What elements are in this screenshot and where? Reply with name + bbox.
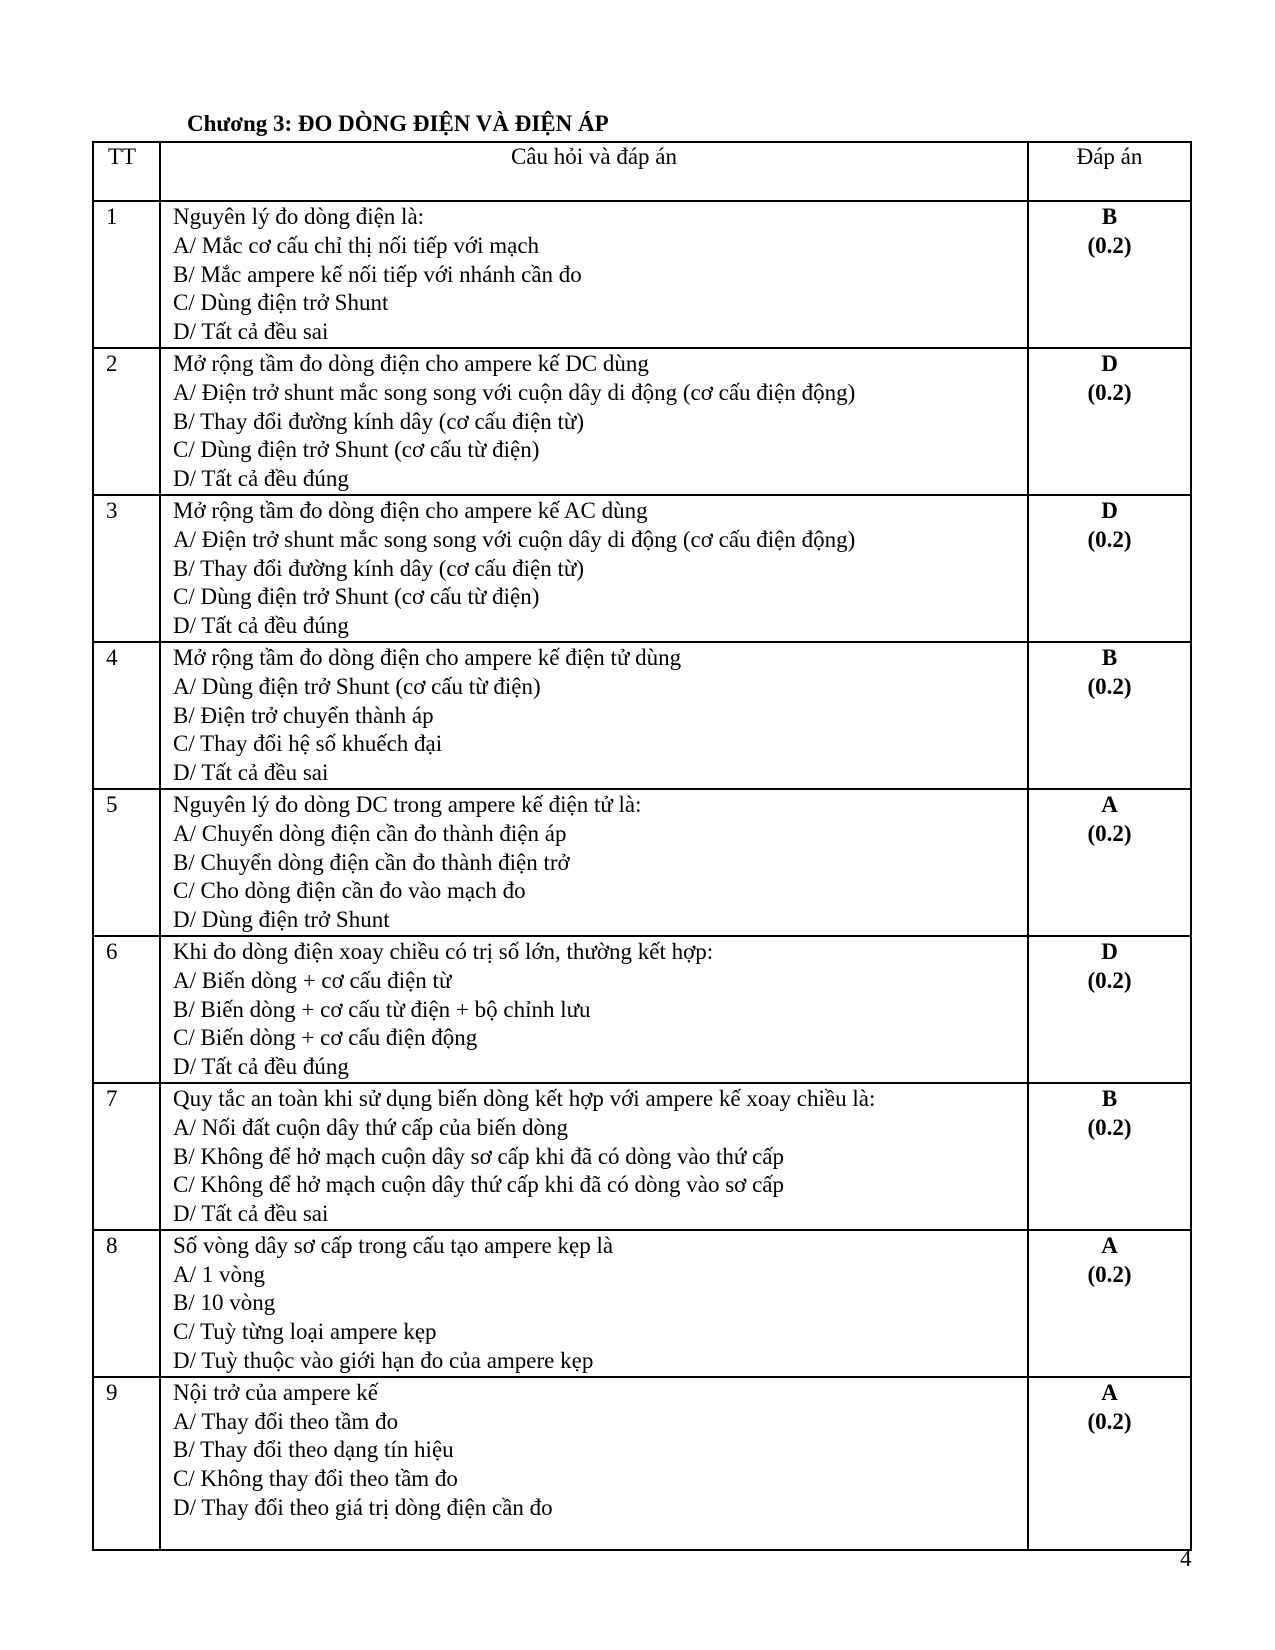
option-text: B/ 10 vòng	[173, 1290, 276, 1316]
question-number: 7	[93, 1083, 160, 1230]
answer-letter: D	[1101, 350, 1118, 376]
question-text: Nguyên lý đo dòng DC trong ampere kế điện tử là:	[173, 791, 642, 817]
answer-letter: A	[1101, 1379, 1118, 1405]
table-body	[93, 201, 1191, 1550]
question-text: Mở rộng tầm đo dòng điện cho ampere kế AC dùng	[173, 497, 648, 523]
option-text: C/ Cho dòng điện cần đo vào mạch đo	[173, 878, 526, 904]
option-text: C/ Dùng điện trở Shunt (cơ cấu từ điện)	[173, 584, 540, 610]
question-number: 8	[93, 1230, 160, 1377]
question-number: 1	[93, 201, 160, 348]
header-tt: TT	[93, 142, 160, 201]
table-row	[93, 936, 1191, 1083]
answer-cell	[1028, 1230, 1191, 1377]
option-text: B/ Mắc ampere kế nối tiếp với nhánh cần đo	[173, 261, 582, 287]
option-text: D/ Thay đổi theo giá trị dòng điện cần đo	[173, 1495, 553, 1521]
question-number: 9	[93, 1377, 160, 1550]
table-row	[93, 1083, 1191, 1230]
option-text: A/ Thay đổi theo tầm đo	[173, 1408, 399, 1434]
option-text: D/ Tất cả đều sai	[173, 319, 329, 345]
answer-letter: A	[1101, 791, 1118, 817]
option-text: C/ Tuỳ từng loại ampere kẹp	[173, 1319, 437, 1345]
question-cell	[160, 1083, 1028, 1230]
option-text: C/ Không thay đổi theo tầm đo	[173, 1466, 458, 1492]
answer-points: (0.2)	[1087, 1261, 1132, 1287]
question-cell	[160, 201, 1028, 348]
answer-letter: B	[1101, 644, 1118, 670]
answer-points: (0.2)	[1087, 379, 1132, 405]
question-number: 2	[93, 348, 160, 495]
option-text: B/ Điện trở chuyển thành áp	[173, 702, 434, 728]
question-cell	[160, 495, 1028, 642]
question-text: Mở rộng tầm đo dòng điện cho ampere kế điện tử dùng	[173, 644, 682, 670]
answer-points: (0.2)	[1087, 232, 1132, 258]
question-cell	[160, 789, 1028, 936]
answer-cell	[1028, 495, 1191, 642]
header-question: Câu hỏi và đáp án	[160, 142, 1028, 201]
table-row	[93, 1377, 1191, 1550]
answer-points: (0.2)	[1087, 967, 1132, 993]
option-text: A/ Nối đất cuộn dây thứ cấp của biến dòng	[173, 1114, 569, 1140]
option-text: C/ Thay đổi hệ số khuếch đại	[173, 731, 443, 757]
question-text: Số vòng dây sơ cấp trong cấu tạo ampere kẹp là	[173, 1232, 614, 1258]
question-text: Nội trở của ampere kế	[173, 1379, 379, 1405]
table-row	[93, 348, 1191, 495]
option-text: D/ Dùng điện trở Shunt	[173, 907, 390, 933]
answer-cell	[1028, 936, 1191, 1083]
table-row	[93, 201, 1191, 348]
option-text: B/ Biến dòng + cơ cấu từ điện + bộ chỉnh lưu	[173, 996, 591, 1022]
option-text: A/ Điện trở shunt mắc song song với cuộn dây di động (cơ cấu điện động)	[173, 379, 856, 405]
answer-points: (0.2)	[1087, 1408, 1132, 1434]
option-text: A/ Mắc cơ cấu chỉ thị nối tiếp với mạch	[173, 232, 540, 258]
option-text: C/ Biến dòng + cơ cấu điện động	[173, 1025, 478, 1051]
option-text: B/ Thay đổi đường kính dây (cơ cấu điện từ)	[173, 408, 585, 434]
answer-points: (0.2)	[1087, 673, 1132, 699]
question-number: 4	[93, 642, 160, 789]
question-number: 3	[93, 495, 160, 642]
answer-letter: B	[1101, 1085, 1118, 1111]
answer-cell	[1028, 348, 1191, 495]
question-text: Khi đo dòng điện xoay chiều có trị số lớn, thường kết hợp:	[173, 938, 714, 964]
answer-letter: A	[1101, 1232, 1118, 1258]
option-text: D/ Tất cả đều đúng	[173, 1054, 349, 1080]
question-text: Mở rộng tầm đo dòng điện cho ampere kế DC dùng	[173, 350, 649, 376]
answer-letter: B	[1101, 204, 1118, 229]
option-text: B/ Chuyển dòng điện cần đo thành điện trở	[173, 849, 570, 875]
answer-letter: D	[1101, 497, 1118, 523]
option-text: A/ Chuyển dòng điện cần đo thành điện áp	[173, 820, 567, 846]
option-text: A/ Điện trở shunt mắc song song với cuộn dây di động (cơ cấu điện động)	[173, 526, 856, 552]
option-text: C/ Dùng điện trở Shunt	[173, 290, 389, 316]
answer-cell	[1028, 1083, 1191, 1230]
option-text: D/ Tất cả đều sai	[173, 1201, 329, 1227]
option-text: A/ Dùng điện trở Shunt (cơ cấu từ điện)	[173, 673, 541, 699]
table-row	[93, 1230, 1191, 1377]
page-number: 4	[1180, 1546, 1192, 1571]
answer-cell	[1028, 1377, 1191, 1550]
table-row	[93, 495, 1191, 642]
option-text: A/ 1 vòng	[173, 1261, 265, 1287]
answer-letter: D	[1101, 938, 1118, 964]
option-text: B/ Thay đổi theo dạng tín hiệu	[173, 1437, 454, 1463]
option-text: D/ Tất cả đều sai	[173, 760, 329, 786]
question-cell	[160, 348, 1028, 495]
answer-points: (0.2)	[1087, 820, 1132, 846]
answer-points: (0.2)	[1087, 526, 1132, 552]
question-cell	[160, 1377, 1028, 1550]
question-text: Nguyên lý đo dòng điện là:	[173, 204, 425, 229]
question-table	[92, 141, 1192, 1551]
answer-cell	[1028, 642, 1191, 789]
option-text: D/ Tuỳ thuộc vào giới hạn đo của ampere kẹp	[173, 1348, 594, 1374]
answer-cell	[1028, 201, 1191, 348]
option-text: B/ Thay đổi đường kính dây (cơ cấu điện từ)	[173, 555, 585, 581]
option-text: B/ Không để hở mạch cuộn dây sơ cấp khi đã có dòng vào thứ cấp	[173, 1143, 785, 1169]
option-text: D/ Tất cả đều đúng	[173, 466, 349, 492]
option-text: C/ Dùng điện trở Shunt (cơ cấu từ điện)	[173, 437, 540, 463]
answer-points: (0.2)	[1087, 1114, 1132, 1140]
table-header-row	[93, 142, 1191, 201]
question-number: 6	[93, 936, 160, 1083]
question-number: 5	[93, 789, 160, 936]
option-text: C/ Không để hở mạch cuộn dây thứ cấp khi đã có dòng vào sơ cấp	[173, 1172, 785, 1198]
table-row	[93, 789, 1191, 936]
header-answer: Đáp án	[1028, 142, 1191, 201]
answer-cell	[1028, 789, 1191, 936]
question-cell	[160, 642, 1028, 789]
question-cell	[160, 936, 1028, 1083]
question-text: Quy tắc an toàn khi sử dụng biến dòng kết hợp với ampere kế xoay chiều là:	[173, 1085, 876, 1111]
chapter-title: Chương 3: ĐO DÒNG ĐIỆN VÀ ĐIỆN ÁP	[187, 111, 609, 136]
option-text: A/ Biến dòng + cơ cấu điện từ	[173, 967, 452, 993]
table-row	[93, 642, 1191, 789]
question-cell	[160, 1230, 1028, 1377]
option-text: D/ Tất cả đều đúng	[173, 613, 349, 639]
